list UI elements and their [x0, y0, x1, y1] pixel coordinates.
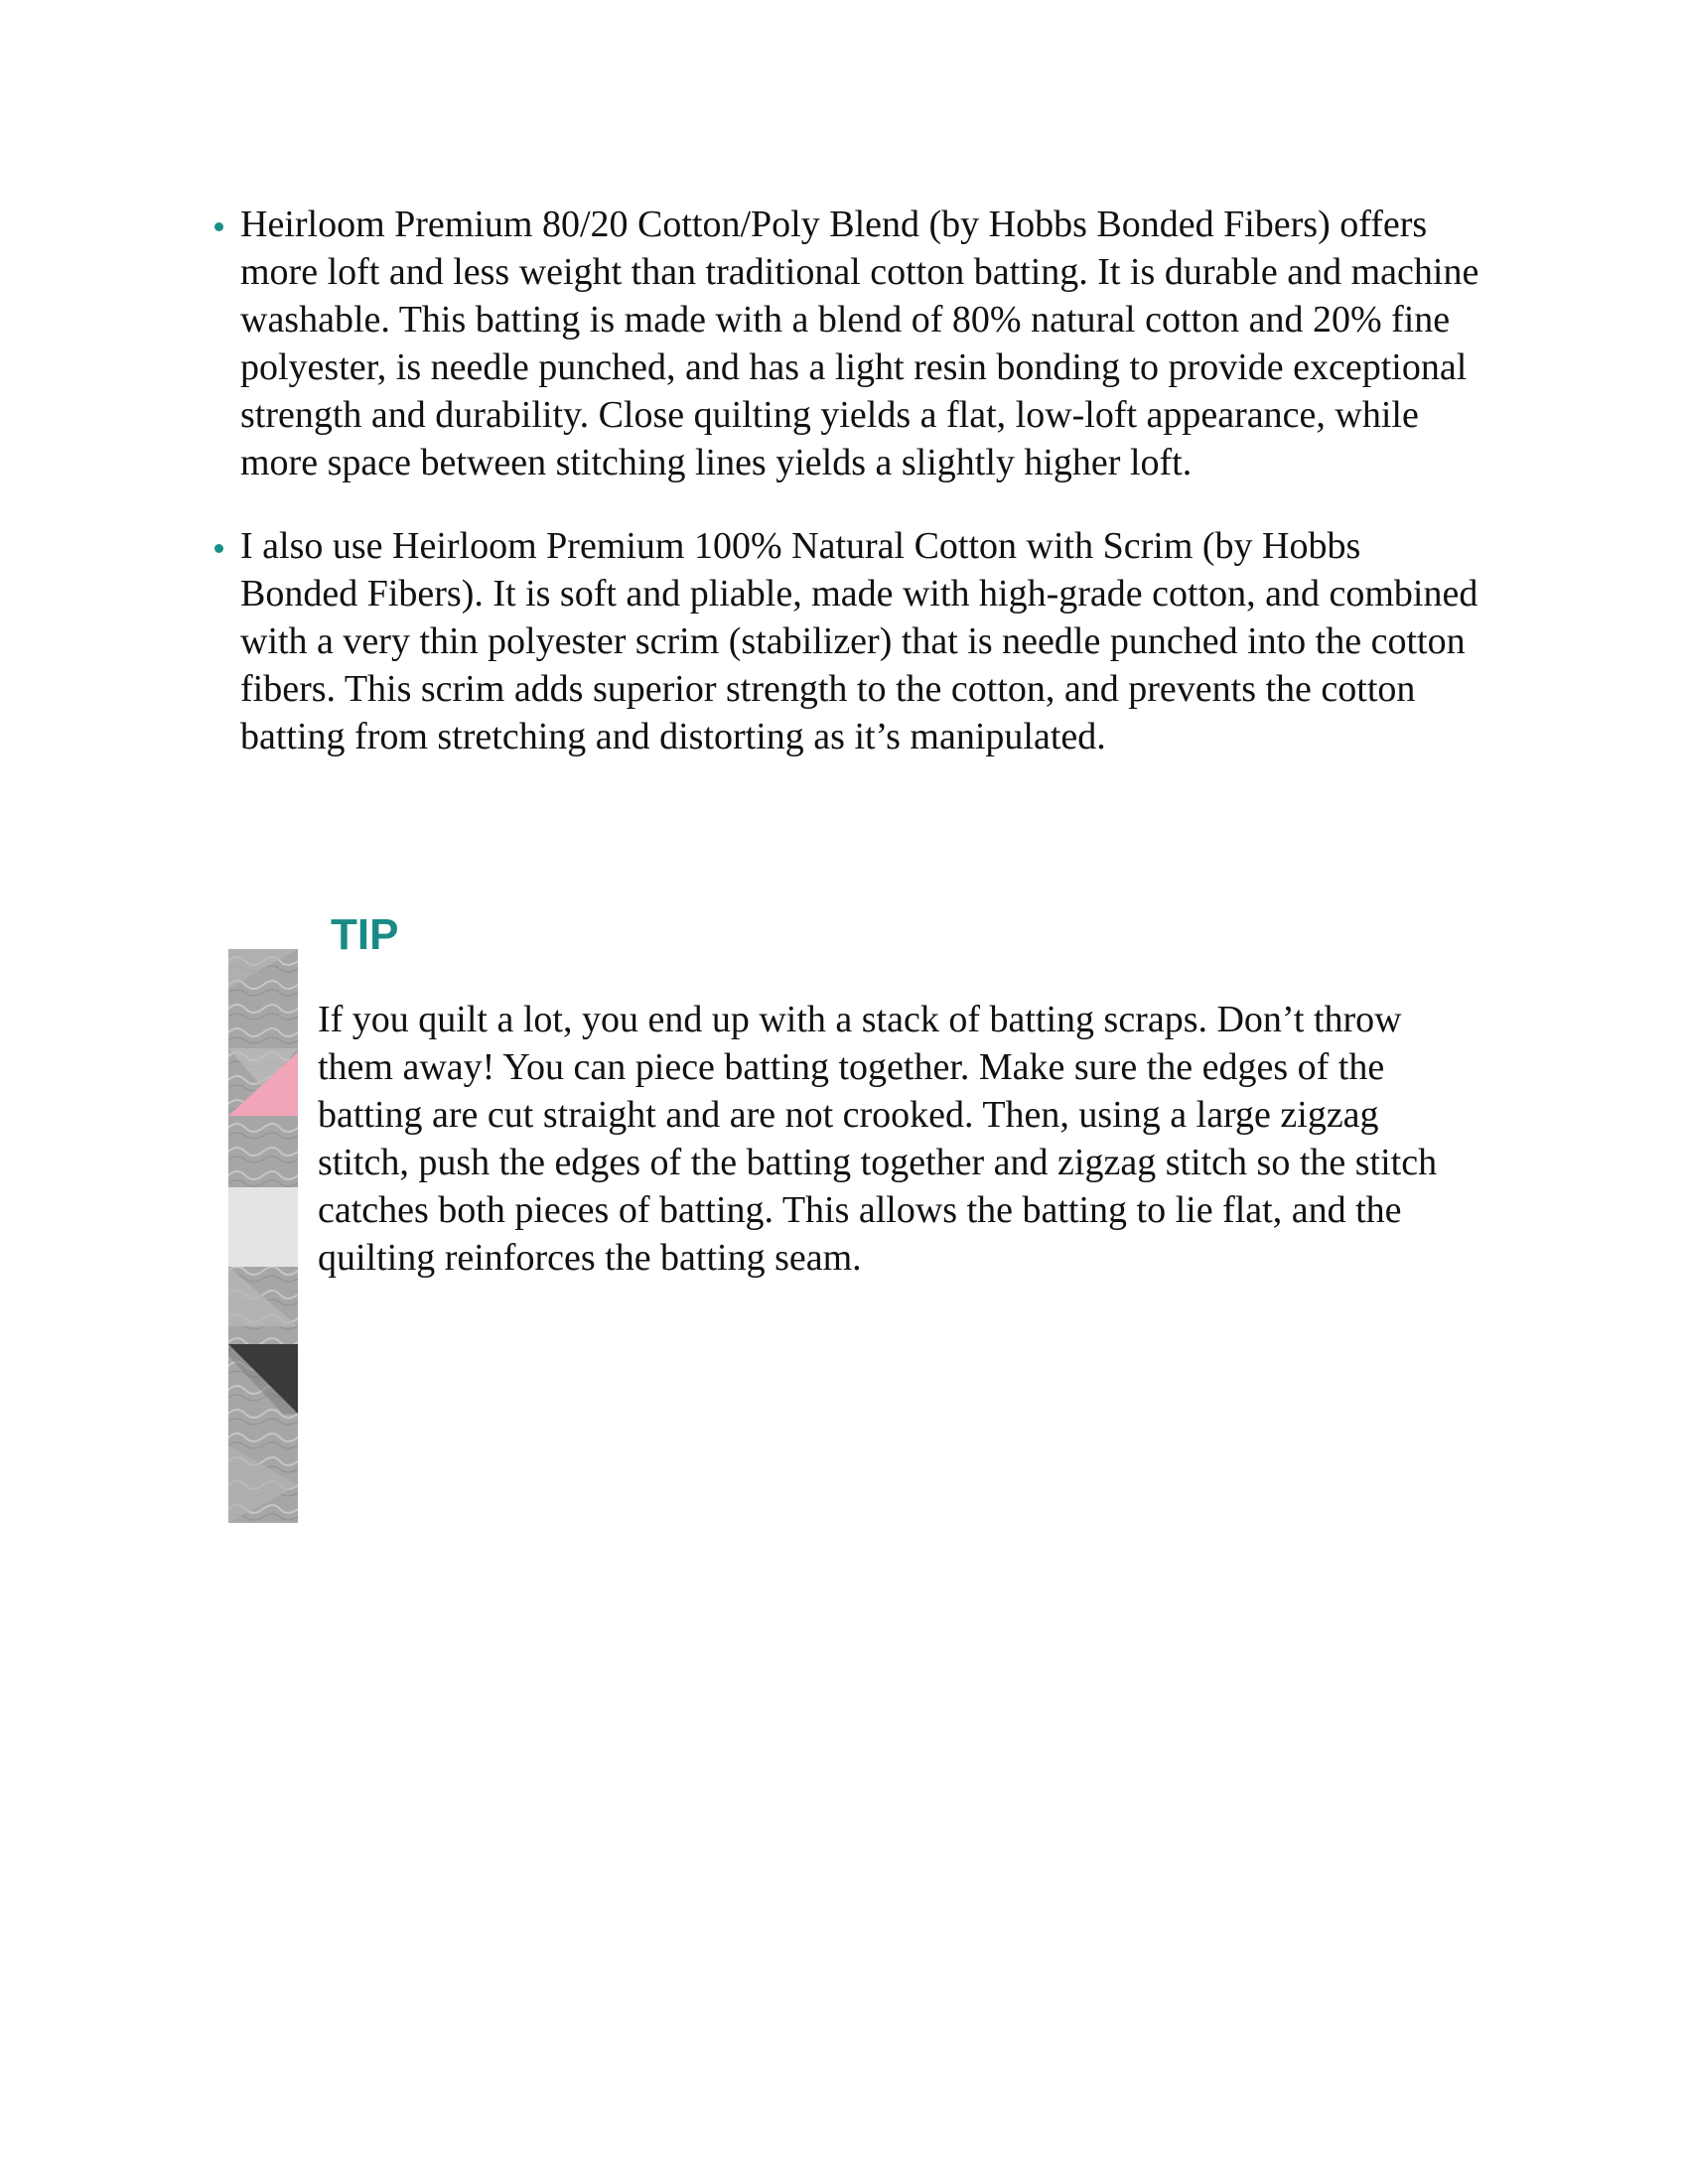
bullet-item-poly-blend [214, 201, 1485, 486]
strip-light-block [228, 1187, 298, 1267]
quilt-strip-image [228, 949, 298, 1523]
tip-title: TIP [331, 910, 399, 959]
bullet-icon [214, 544, 223, 553]
bullet-icon [214, 222, 223, 231]
bullet-item-natural-cotton [214, 522, 1485, 760]
bullet-text: Heirloom Premium 80/20 Cotton/Poly Blend (by Hobbs Bonded Fibers) offers more loft and less weight than traditional cotton batting. It is durable and machine washable. This batting is made with a blend of 80% natural cotton and 20% fine polyester, is needle punched, and has a light resin bonding to provide exceptional strength and durability. Close quilting yields a flat, low-loft appearance, while more space between stitching lines yields a slightly higher loft. [240, 204, 1479, 483]
tip-text: If you quilt a lot, you end up with a stack of batting scraps. Don’t throw them away! You can piece batting together. Make sure the edges of the batting are cut straight and are not crooked. Then, using a large zigzag stitch, push the edges of the batting together and zigzag stitch so the stitch catches both pieces of batting. This allows the batting to lie flat, and the quilting reinforces the batting seam. [318, 999, 1438, 1279]
bullet-list [214, 201, 1485, 796]
bullet-text: I also use Heirloom Premium 100% Natural Cotton with Scrim (by Hobbs Bonded Fibers). It is soft and pliable, made with high-grade cotton, and combined with a very thin polyester scrim (stabilizer) that is needle punched into the cotton fibers. This scrim adds superior strength to the cotton, and prevents the cotton batting from stretching and distorting as it’s manipulated. [240, 525, 1478, 757]
